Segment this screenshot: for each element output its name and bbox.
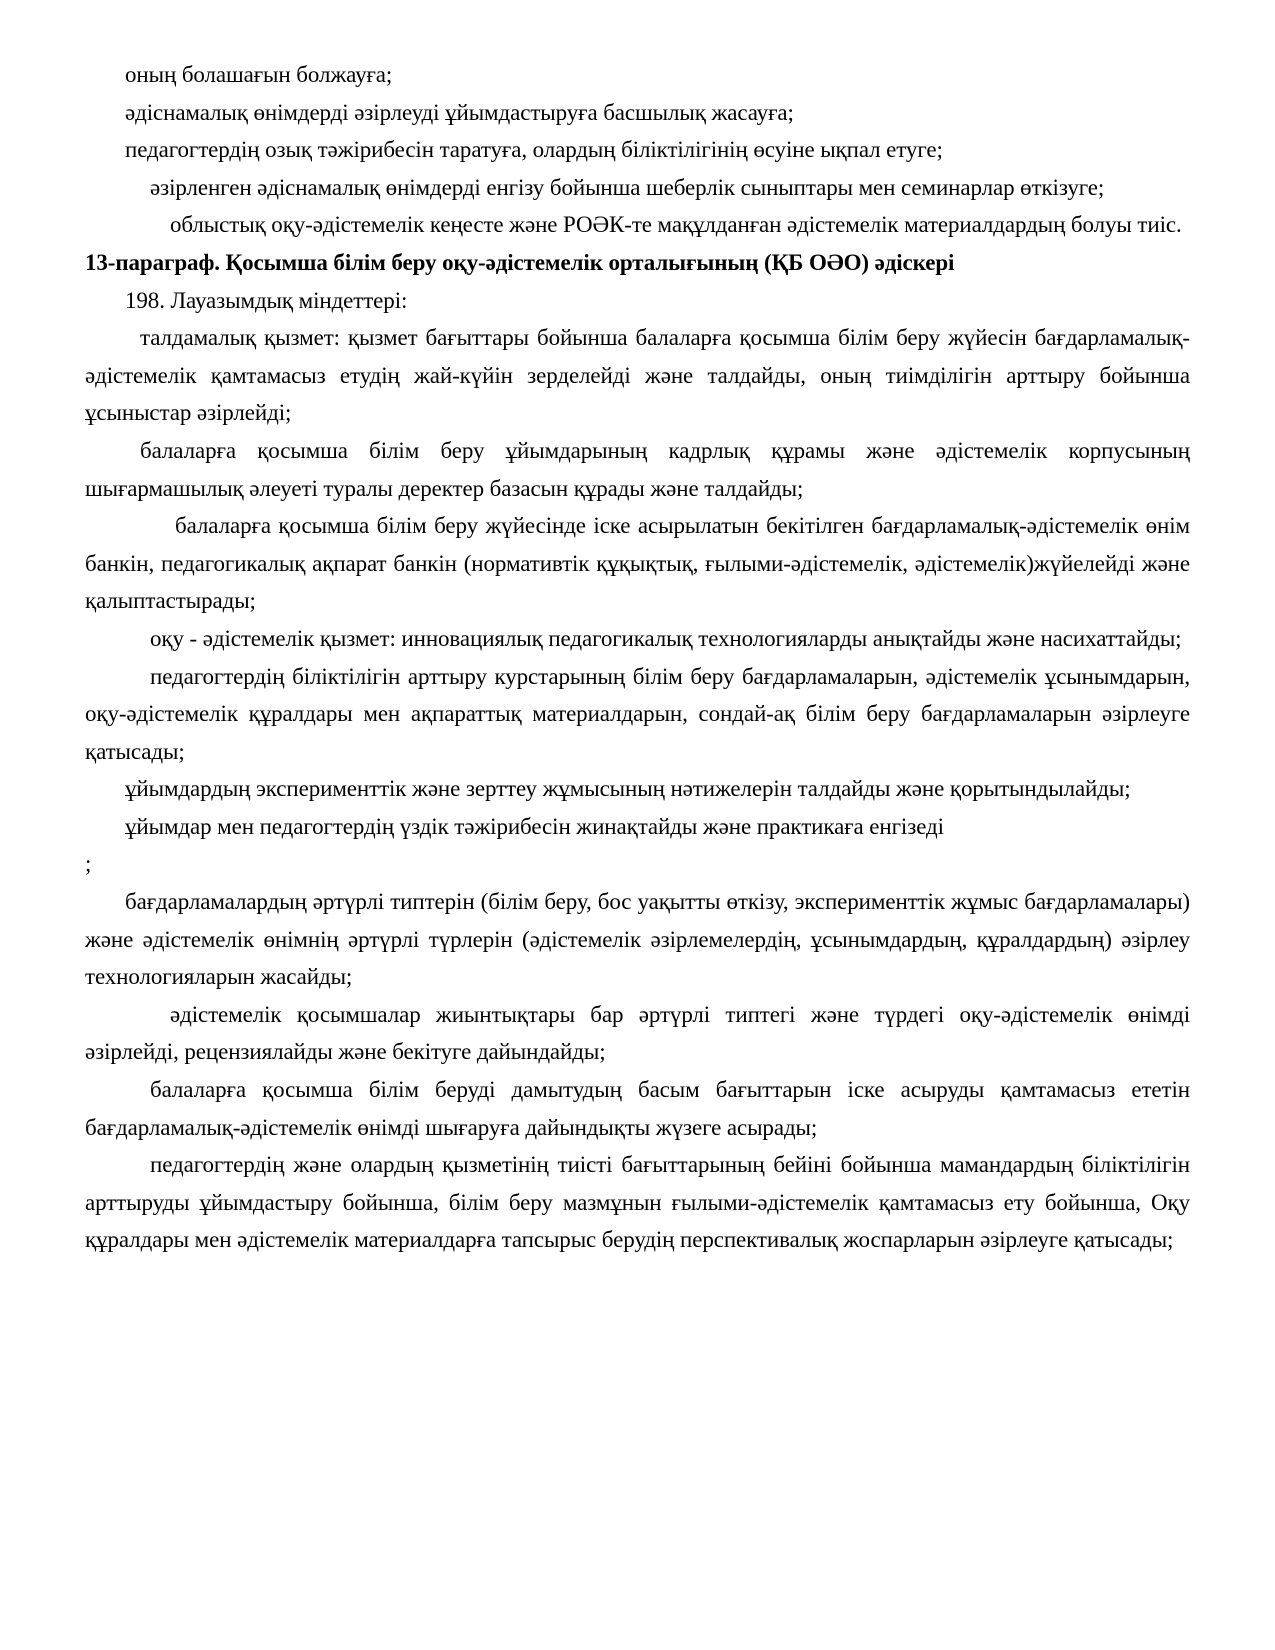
intro-paragraph: облыстық оқу-әдістемелік кеңесте және РОӘК-те мақұлданған әдістемелік материалдардың болуы тиіс. (170, 212, 1182, 238)
body-paragraph: ұйымдар мен педагогтердің үздік тәжірибесін жинақтайды және практикаға енгізеді (125, 813, 944, 839)
body-paragraph: 198. Лауазымдық міндеттері: (125, 287, 408, 313)
body-paragraph: балаларға қосымша білім беру ұйымдарының кадрлық құрамы және әдістемелік корпусының шығармашылық әлеуеті туралы деректер базасын құрады және талдайды; (85, 437, 1190, 501)
intro-paragraph: педагогтердің озық тәжірибесін таратуға, олардың біліктілігінің өсуіне ықпал етуге; (125, 137, 943, 163)
intro-paragraph: әзірленген әдіснамалық өнімдерді енгізу бойынша шеберлік сыныптары мен семинарлар өткізуге; (150, 174, 1105, 200)
orphan-semicolon-line: ; (85, 851, 92, 877)
body-paragraph: педагогтердің және олардың қызметінің тиісті бағыттарының бейіні бойынша мамандардың біліктілігін арттыруды ұйымдастыру бойынша, білім беру мазмұнын ғылыми-әдістемелік қамтамасыз ету бойынша, Оқу құралдары мен әдістемелік материалдарға тапсырыс берудің перспективалық жоспарларын әзірлеуге қатысады; (85, 1152, 1190, 1253)
body-paragraph: оқу - әдістемелік қызмет: инновациялық педагогикалық технологияларды анықтайды және насихаттайды; (150, 625, 1182, 651)
body-paragraph: талдамалық қызмет: қызмет бағыттары бойынша балаларға қосымша білім беру жүйесін бағдарламалық-әдістемелік қамтамасыз етудің жай-күйін зерделейді және талдайды, оның тиімділігін арттыру бойынша ұсыныстар әзірлейді; (85, 325, 1190, 426)
body-paragraph: педагогтердің біліктілігін арттыру курстарының білім беру бағдарламаларын, әдістемелік ұсынымдарын, оқу-әдістемелік құралдары мен ақпараттық материалдарын, сондай-ақ білім беру бағдарламаларын әзірлеуге қатысады; (85, 663, 1190, 764)
section-heading: 13-параграф. Қосымша білім беру оқу-әдістемелік орталығының (ҚБ ОӘО) әдіскері (85, 249, 955, 275)
intro-paragraph: әдіснамалық өнімдерді әзірлеуді ұйымдастыруға басшылық жасауға; (125, 99, 794, 125)
body-paragraph: ұйымдардың эксперименттік және зерттеу жұмысының нәтижелерін талдайды және қорытындылайды; (125, 776, 1131, 802)
body-paragraph: балаларға қосымша білім беру жүйесінде іске асырылатын бекітілген бағдарламалық-әдістемелік өнім банкін, педагогикалық ақпарат банкін (нормативтік құқықтық, ғылыми-әдістемелік, әдістемелік)жүйелейді және қалыптастырады; (85, 513, 1190, 614)
body-paragraph: бағдарламалардың әртүрлі типтерін (білім беру, бос уақытты өткізу, эксперименттік жұмыс бағдарламалары) және әдістемелік өнімнің әртүрлі түрлерін (әдістемелік әзірлемелердің, ұсынымдардың, құралдардың) әзірлеу технологияларын жасайды; (85, 889, 1190, 990)
body-paragraph: әдістемелік қосымшалар жиынтықтары бар әртүрлі типтегі және түрдегі оқу-әдістемелік өнімді әзірлейді, рецензиялайды және бекітуге дайындайды; (85, 1001, 1190, 1065)
body-paragraph: балаларға қосымша білім беруді дамытудың басым бағыттарын іске асыруды қамтамасыз ететін бағдарламалық-әдістемелік өнімді шығаруға дайындықты жүзеге асырады; (85, 1077, 1190, 1140)
intro-paragraph: оның болашағын болжауға; (125, 62, 393, 87)
